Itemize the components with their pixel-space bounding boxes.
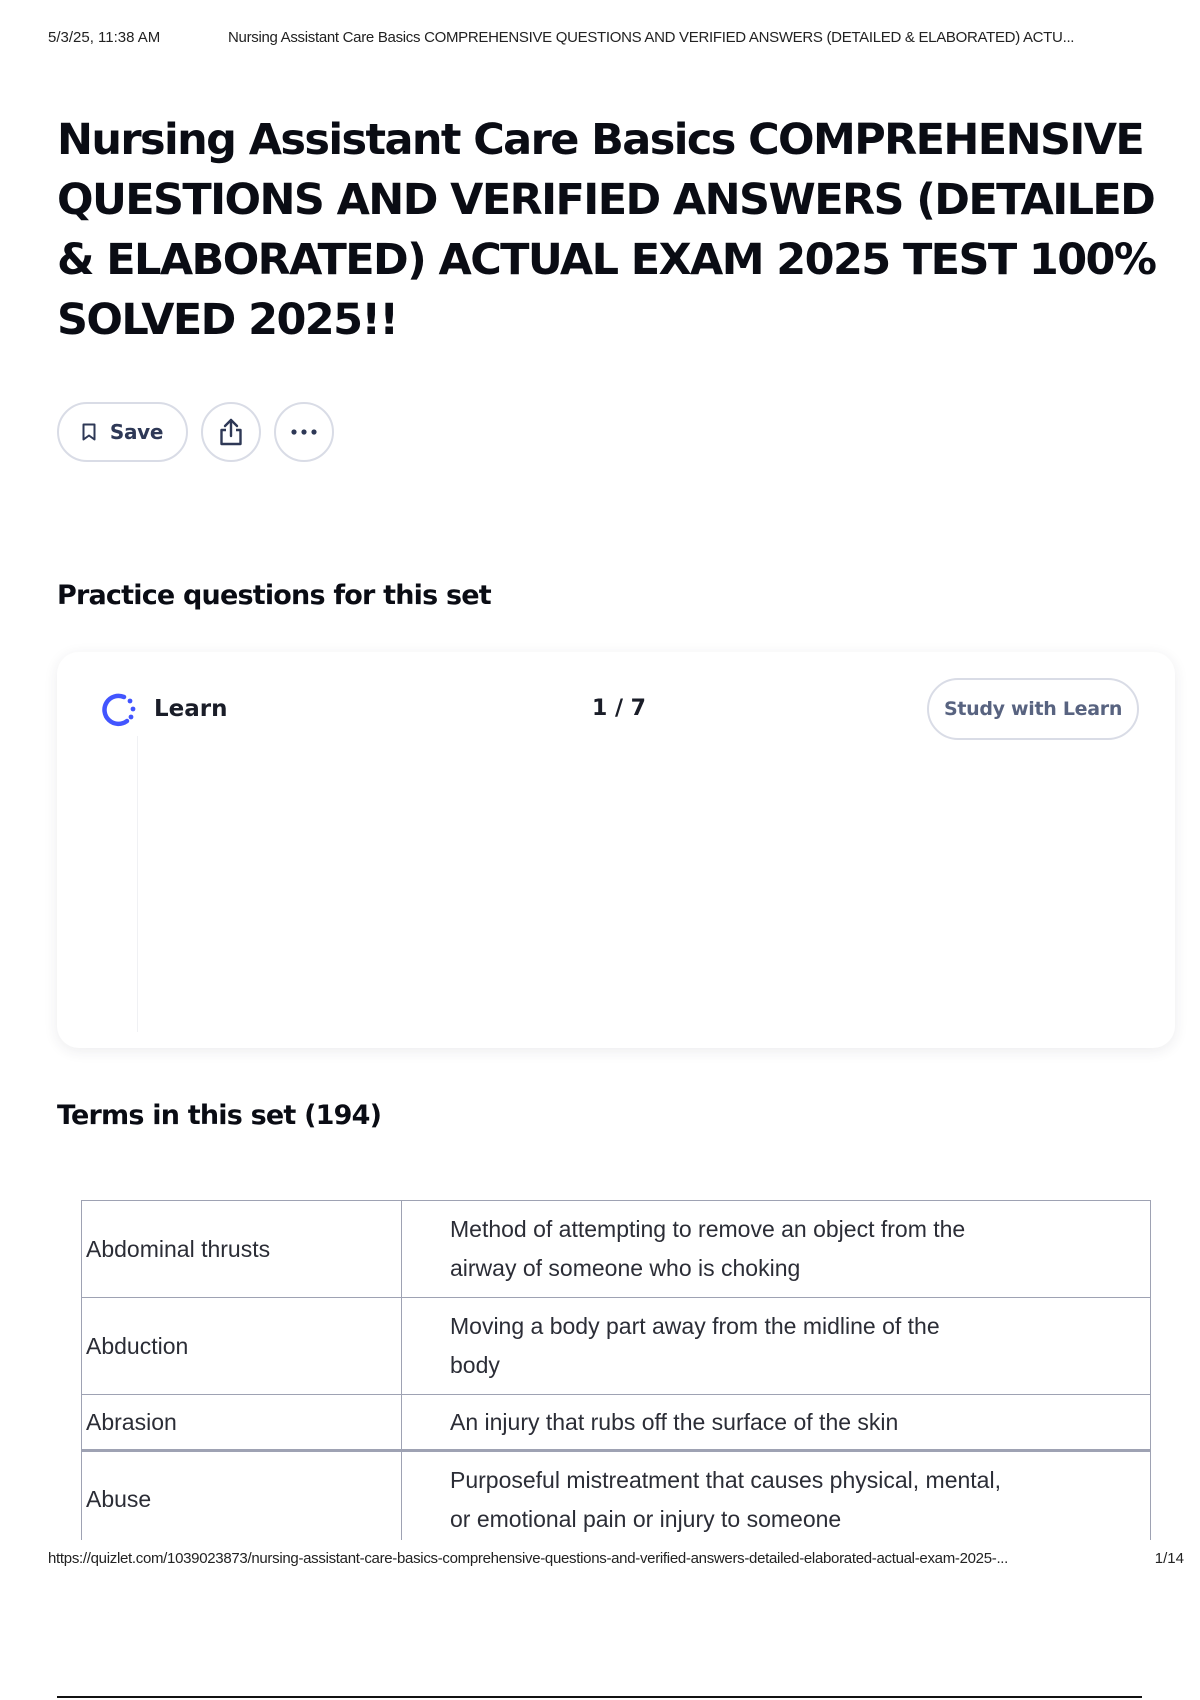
definition-line: airway of someone who is choking [450,1255,801,1281]
term-cell: Abdominal thrusts [82,1201,402,1298]
definition-cell [402,1395,1151,1451]
definition-line: Purposeful mistreatment that causes physical, mental, [450,1466,1001,1493]
terms-heading: Terms in this set (194) [57,1100,382,1131]
page-divider [57,1696,1142,1698]
study-with-learn-button[interactable]: Study with Learn [927,678,1139,740]
table-row [82,1298,1151,1395]
print-doc-title: Nursing Assistant Care Basics COMPREHENSIVE QUESTIONS AND VERIFIED ANSWERS (DETAILED & ELABORATED) ACTU... [228,29,1075,46]
definition-cell [402,1451,1151,1548]
question-counter: 1 / 7 [592,696,646,721]
bookmark-icon [82,423,96,441]
definition-cell [402,1201,1151,1298]
save-label: Save [109,420,164,444]
table-row [82,1451,1151,1548]
print-footer [48,1550,1184,1572]
learn-mode-label: Learn [154,696,228,722]
term-cell: Abrasion [82,1395,402,1451]
definition-line: An injury that rubs off the surface of the skin [450,1408,899,1435]
definition-cell [402,1298,1151,1395]
more-options-icon [290,428,318,436]
definition-line: body [450,1352,500,1378]
page-number: 1/14 [1154,1550,1184,1567]
share-icon [218,417,244,447]
table-row [82,1201,1151,1298]
print-url: https://quizlet.com/1039023873/nursing-assistant-care-basics-comprehensive-questions-and-verified-answers-detailed-elaborated-actual-exam-2025-... [48,1550,1009,1567]
print-timestamp: 5/3/25, 11:38 AM [48,29,161,46]
table-row [82,1395,1151,1451]
share-button[interactable] [201,402,261,462]
save-button[interactable] [57,402,188,462]
practice-heading: Practice questions for this set [57,580,491,611]
card-divider [137,736,138,1032]
learn-mode-icon [97,688,139,730]
more-options-button[interactable] [274,402,334,462]
term-cell: Abuse [82,1451,402,1548]
term-cell: Abduction [82,1298,402,1395]
definition-line: Method of attempting to remove an object from the [450,1216,966,1242]
definition-line: Moving a body part away from the midline of the [450,1313,940,1339]
learn-card [57,652,1175,1048]
print-header [48,29,1172,51]
page-title: Nursing Assistant Care Basics COMPREHENSIVE QUESTIONS AND VERIFIED ANSWERS (DETAILED & ELABORATED) ACTUAL EXAM 2025 TEST 100% SOLVED 2025!! [57,115,1156,345]
definition-line: or emotional pain or injury to someone [450,1505,842,1532]
terms-table [81,1200,1151,1548]
